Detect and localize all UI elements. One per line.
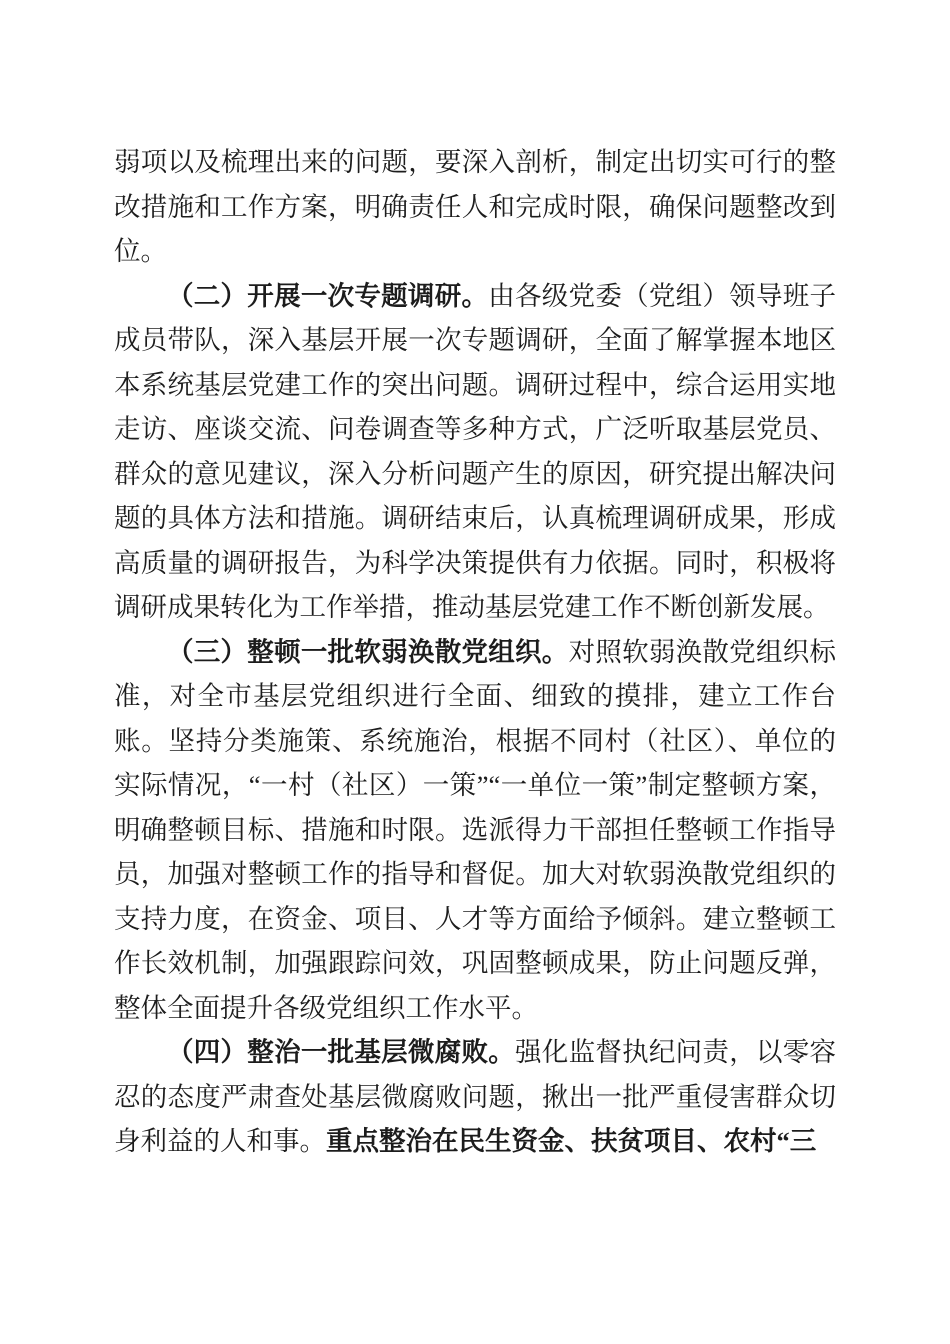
text-run: 由各级党委（党组）领导班子成员带队，深入基层开展一次专题调研，全面了解掌握本地区本系统基层党建工作的突出问题。调研过程中，综合运用实地走访、座谈交流、问卷调查等多种方式，广泛听取基层党员、群众的意见建议，深入分析问题产生的原因，研究提出解决问题的具体方法和措施。调研结束后，认真梳理调研成果，形成高质量的调研报告，为科学决策提供有力依据。同时，积极将调研成果转化为工作举措，推动基层党建工作不断创新发展。 <box>114 280 836 622</box>
text-run: 强化监督执纪问责，以零容忍的态度严肃查处基层微腐败问题，揪出一批严重侵害群众切身利益的人和事。 <box>114 1037 837 1156</box>
paragraph-1 <box>114 140 836 274</box>
bold-text-run: （三）整顿一批软弱涣散党组织。 <box>167 636 569 667</box>
document-body <box>114 140 836 1164</box>
paragraph-3 <box>114 630 836 1031</box>
text-run: 对照软弱涣散党组织标准，对全市基层党组织进行全面、细致的摸排，建立工作台账。坚持分类施策、系统施治，根据不同村（社区）、单位的实际情况，“一村（社区）一策”“一单位一策”制定整顿方案，明确整顿目标、措施和时限。选派得力干部担任整顿工作指导员，加强对整顿工作的指导和督促。加大对软弱涣散党组织的支持力度，在资金、项目、人才等方面给予倾斜。建立整顿工作长效机制，加强跟踪问效，巩固整顿成果，防止问题反弹，整体全面提升各级党组织工作水平。 <box>114 636 836 1023</box>
bold-text-run: （四）整治一批基层微腐败。 <box>167 1037 516 1067</box>
bold-text-run: （二）开展一次专题调研。 <box>167 280 489 311</box>
paragraph-4 <box>114 1030 836 1164</box>
text-run: 弱项以及梳理出来的问题，要深入剖析，制定出切实可行的整改措施和工作方案，明确责任人和完成时限，确保问题整改到位。 <box>114 147 836 266</box>
bold-text-run: 重点整治在民生资金、扶贫项目、农村“三 <box>326 1126 817 1156</box>
paragraph-2 <box>114 274 836 630</box>
